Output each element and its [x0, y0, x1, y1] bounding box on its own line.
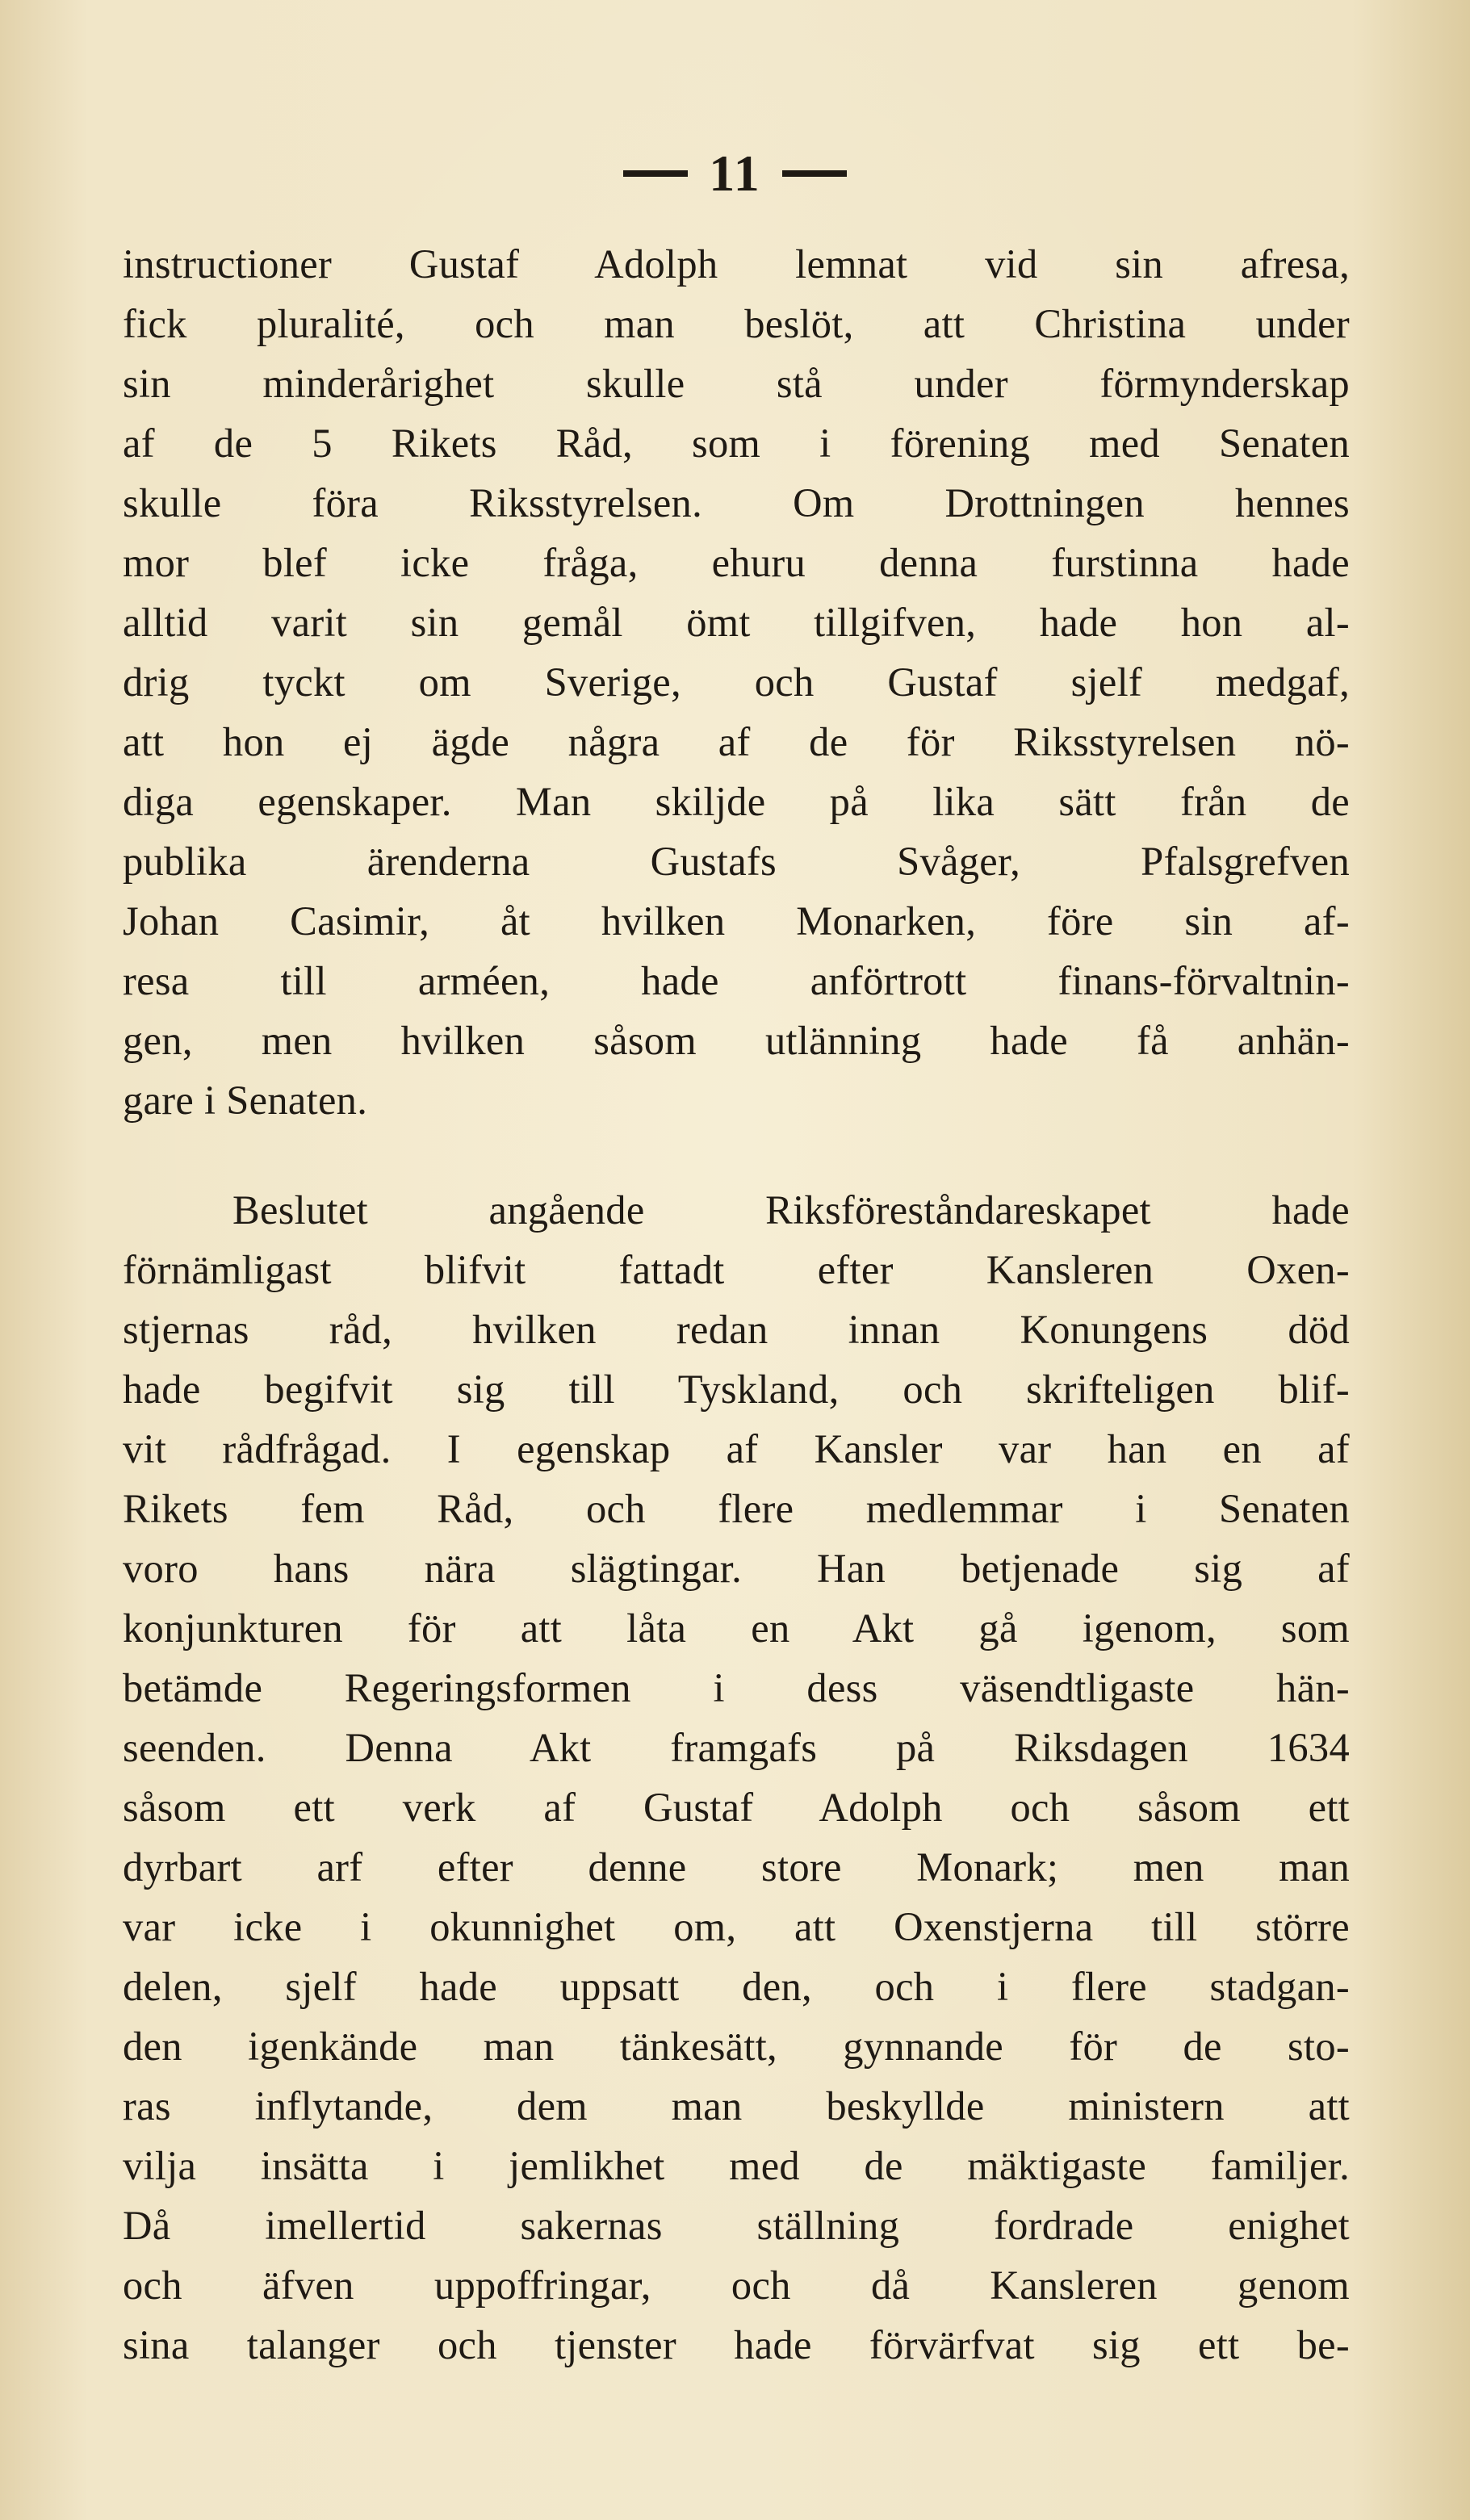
text-line: var icke i okunnighet om, att Oxenstjerna till större — [123, 1904, 1350, 1949]
text-line: den igenkände man tänkesätt, gynnande för de sto- — [123, 2024, 1350, 2069]
text-line: vilja insätta i jemlikhet med de mäktigaste familjer. — [123, 2143, 1350, 2188]
page-number: 11 — [709, 144, 761, 202]
text-line: skulle föra Riksstyrelsen. Om Drottningen hennes — [123, 480, 1350, 525]
text-line: Rikets fem Råd, och flere medlemmar i Senaten — [123, 1486, 1350, 1531]
text-line: mor blef icke fråga, ehuru denna furstinna hade — [123, 540, 1350, 585]
paragraph-1 — [123, 234, 1350, 1130]
text-line: publika ärenderna Gustafs Svåger, Pfalsgrefven — [123, 839, 1350, 884]
text-line: betämde Regeringsformen i dess väsendtligaste hän- — [123, 1665, 1350, 1710]
text-line: voro hans nära slägtingar. Han betjenade sig af — [123, 1546, 1350, 1591]
text-line: fick pluralité, och man beslöt, att Christina under — [123, 301, 1350, 346]
text-line: Johan Casimir, åt hvilken Monarken, före sin af- — [123, 898, 1350, 944]
header-dash-right — [782, 170, 847, 177]
header-dash-left — [623, 170, 688, 177]
text-line: dyrbart arf efter denne store Monark; men man — [123, 1844, 1350, 1890]
text-line: stjernas råd, hvilken redan innan Konungens död — [123, 1307, 1350, 1352]
text-line: alltid varit sin gemål ömt tillgifven, hade hon al- — [123, 600, 1350, 645]
text-line: vit rådfrågad. I egenskap af Kansler var han en af — [123, 1426, 1350, 1471]
text-line: gen, men hvilken såsom utlänning hade få anhän- — [123, 1018, 1350, 1063]
text-line: förnämligast blifvit fattadt efter Kansleren Oxen- — [123, 1247, 1350, 1292]
text-line: instructioner Gustaf Adolph lemnat vid sin afresa, — [123, 241, 1350, 287]
text-line: Beslutet angående Riksföreståndareskapet hade — [232, 1187, 1350, 1233]
text-line: såsom ett verk af Gustaf Adolph och såsom ett — [123, 1785, 1350, 1830]
text-line: seenden. Denna Akt framgafs på Riksdagen 1634 — [123, 1725, 1350, 1770]
text-line: gare i Senaten. — [123, 1078, 368, 1123]
text-line: hade begifvit sig till Tyskland, och skrifteligen blif- — [123, 1367, 1350, 1412]
text-line: drig tyckt om Sverige, och Gustaf sjelf medgaf, — [123, 659, 1350, 705]
text-line: af de 5 Rikets Råd, som i förening med Senaten — [123, 421, 1350, 466]
text-line: delen, sjelf hade uppsatt den, och i flere stadgan- — [123, 1964, 1350, 2009]
text-line: och äfven uppoffringar, och då Kansleren genom — [123, 2263, 1350, 2308]
text-line: resa till arméen, hade anförtrott finans-förvaltnin- — [123, 958, 1350, 1003]
text-line: sina talanger och tjenster hade förvärfvat sig ett be- — [123, 2322, 1350, 2367]
text-line: att hon ej ägde några af de för Riksstyrelsen nö- — [123, 719, 1350, 764]
text-line: ras inflytande, dem man beskyllde ministern att — [123, 2083, 1350, 2129]
text-line: konjunkturen för att låta en Akt gå igenom, som — [123, 1605, 1350, 1651]
text-line: sin minderårighet skulle stå under förmynderskap — [123, 361, 1350, 406]
page-header — [0, 144, 1470, 203]
paragraph-2 — [123, 1180, 1350, 2375]
text-line: diga egenskaper. Man skiljde på lika sätt från de — [123, 779, 1350, 824]
text-line: Då imellertid sakernas ställning fordrade enighet — [123, 2203, 1350, 2248]
